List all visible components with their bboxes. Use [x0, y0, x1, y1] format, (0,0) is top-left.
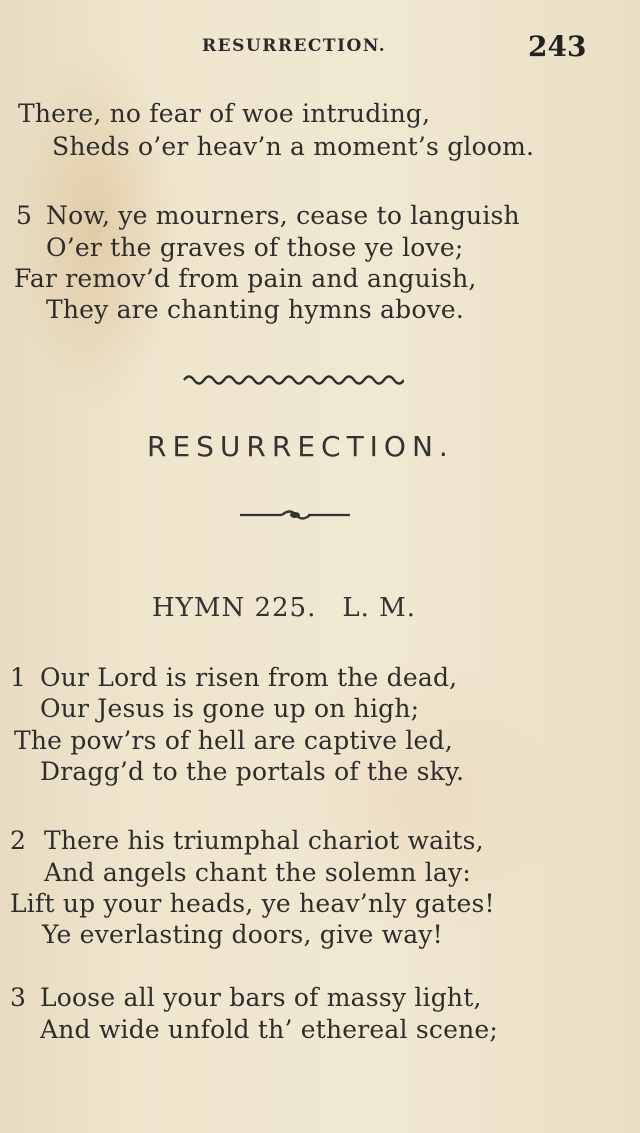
verse-line: Sheds o’er heav’n a moment’s gloom.	[52, 132, 535, 161]
hymn-meter: L. M.	[342, 593, 417, 623]
verse-line: Far remov’d from pain and anguish,	[14, 264, 477, 293]
page-header	[0, 30, 640, 63]
verse-line: Our Jesus is gone up on high;	[40, 694, 420, 723]
verse-line: Dragg’d to the portals of the sky.	[40, 757, 465, 786]
stanza-number: 3	[10, 983, 26, 1012]
page-number: 243	[528, 30, 587, 63]
verse-line: They are chanting hymns above.	[46, 295, 465, 324]
running-head: RESURRECTION.	[202, 36, 387, 56]
wavy-rule-ornament	[182, 372, 404, 388]
verse-line: Our Lord is risen from the dead,	[40, 663, 458, 692]
verse-line: There, no fear of woe intruding,	[18, 99, 431, 128]
verse-line: Lift up your heads, ye heav’nly gates!	[10, 889, 495, 918]
verse-line: Now, ye mourners, cease to languish	[46, 201, 520, 230]
verse-line: Loose all your bars of massy light,	[40, 983, 482, 1012]
section-title: RESURRECTION.	[147, 430, 454, 463]
verse-line: And wide unfold th’ ethereal scene;	[40, 1015, 499, 1044]
flourish-rule-ornament	[240, 507, 350, 523]
verse-line: O’er the graves of those ye love;	[46, 233, 464, 262]
stanza-number: 2	[10, 826, 26, 855]
verse-line: And angels chant the solemn lay:	[44, 858, 471, 887]
verse-line: Ye everlasting doors, give way!	[42, 920, 443, 949]
stanza-number: 1	[10, 663, 26, 692]
stanza-number: 5	[16, 201, 32, 230]
verse-line: The pow’rs of hell are captive led,	[14, 726, 453, 755]
hymn-heading	[152, 593, 442, 623]
hymn-title: HYMN 225.	[152, 593, 317, 623]
verse-line: There his triumphal chariot waits,	[44, 826, 484, 855]
